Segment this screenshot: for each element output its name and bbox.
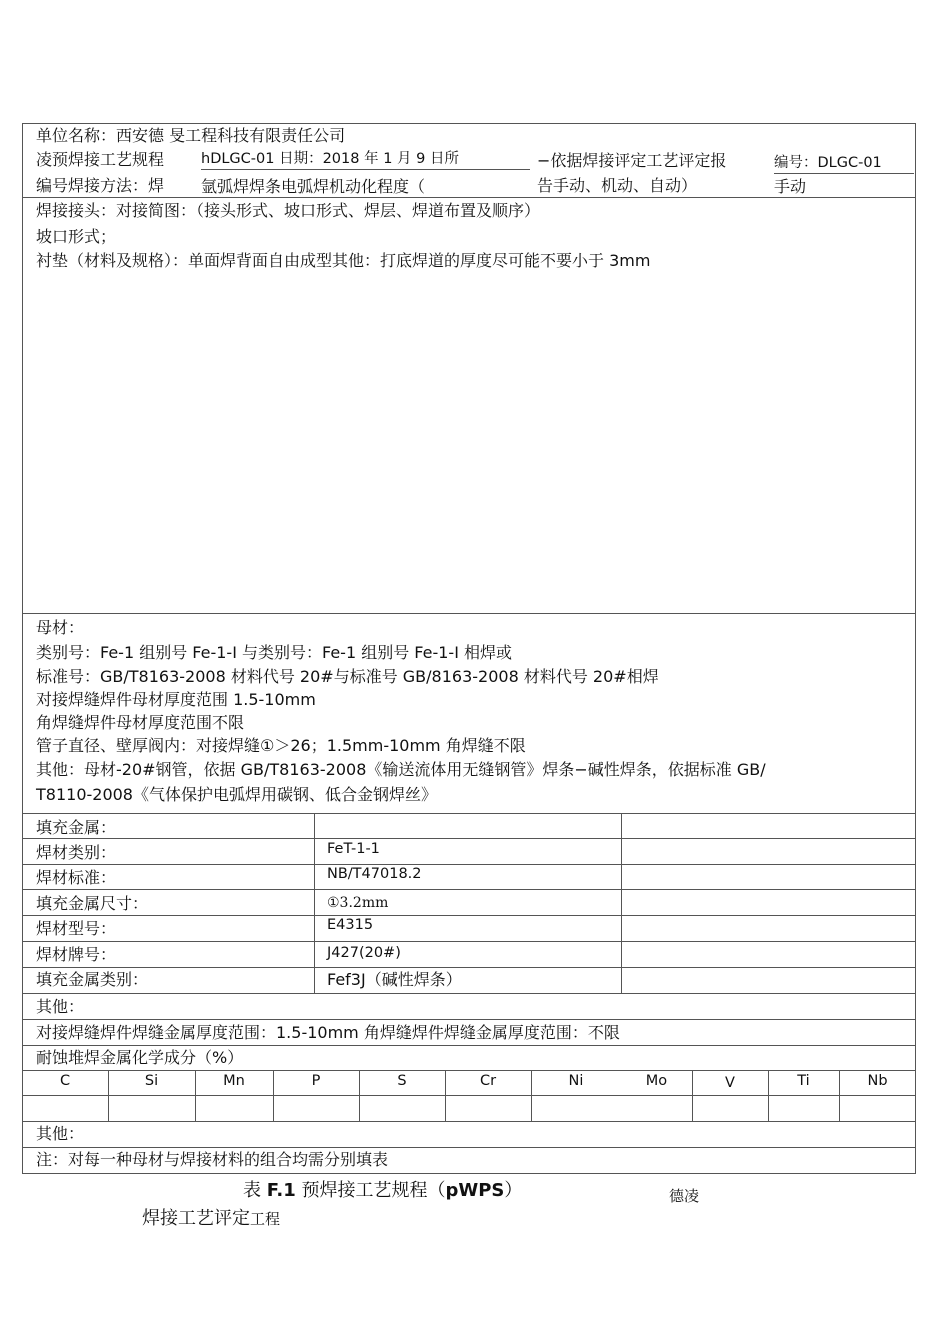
welding-method: 氩弧焊焊条电弧焊机动化程度（ [201, 177, 426, 196]
filler-label: 焊材型号： [36, 919, 117, 938]
caption-end: ） [504, 1180, 523, 1201]
joint-line-1: 焊接接头：对接简图：（接头形式、坡口形式、焊层、焊道布置及顺序） [36, 201, 541, 220]
row-divider [22, 1019, 916, 1020]
filler-label: 填充金属类别： [36, 970, 149, 989]
chem-header-nb: Nb [867, 1073, 888, 1089]
chem-header-si: Si [144, 1073, 159, 1089]
filler-value: Fef3J（碱性焊条） [327, 970, 462, 989]
row-divider [22, 967, 916, 968]
filler-label: 焊材类别： [36, 843, 117, 862]
filler-value: E4315 [327, 917, 374, 933]
footer-line-2 [142, 1206, 280, 1232]
joint-line-2: 坡口形式； [36, 227, 117, 246]
divider [22, 613, 916, 614]
chem-header-s: S [397, 1073, 407, 1089]
column-divider [273, 1070, 274, 1121]
footer-line-2b: 工程 [250, 1210, 281, 1228]
filler-value: NB/T47018.2 [327, 866, 422, 882]
column-divider [108, 1070, 109, 1121]
divider [22, 813, 916, 814]
chem-header-p: P [311, 1073, 321, 1089]
caption-number: F.1 [266, 1180, 296, 1201]
base-metal-line-1: 类别号：Fe-1 组别号 Fe-1-I 与类别号：Fe-1 组别号 Fe-1-I 相焊或 [36, 643, 513, 662]
chem-header-v: V [725, 1075, 735, 1091]
unit-name: 单位名称：西安德 旻工程科技有限责任公司 [36, 126, 346, 145]
basis-label: −依据焊接评定工艺评定报 [537, 151, 727, 170]
row-divider [22, 1095, 916, 1096]
base-metal-line-4: 角焊缝焊件母材厚度范围不限 [36, 713, 245, 732]
base-metal-line-7: T8110-2008《气体保护电弧焊用碳钢、低合金钢焊丝》 [36, 785, 437, 804]
table-caption [243, 1178, 522, 1204]
filler-value: FeT-1-1 [327, 841, 380, 857]
chem-title: 耐蚀堆焊金属化学成分（%） [36, 1048, 244, 1067]
mechanization-value: 手动 [774, 177, 807, 196]
row-divider [22, 993, 916, 994]
method-label: 编号焊接方法：焊 [36, 176, 165, 195]
chem-header-mn: Mn [223, 1073, 245, 1089]
filler-label: 焊材标准： [36, 868, 117, 887]
pwps-number-date: hDLGC-01 日期：2018 年 1 月 9 日所 [201, 149, 530, 170]
filler-label: 填充金属： [36, 818, 117, 837]
footer-line-2a: 焊接工艺评定 [142, 1208, 250, 1229]
base-metal-title: 母材： [36, 618, 85, 637]
mechanization-options: 告手动、机动、自动） [537, 176, 698, 195]
row-divider [22, 941, 916, 942]
row-divider [22, 864, 916, 865]
note: 注：对每一种母材与焊接材料的组合均需分别填表 [36, 1150, 389, 1169]
chem-header-cr: Cr [479, 1073, 497, 1089]
row-divider [22, 1147, 916, 1148]
row-divider [22, 1045, 916, 1046]
row-divider [22, 889, 916, 890]
column-divider [445, 1070, 446, 1121]
filler-value: ①3.2mm [327, 895, 389, 911]
chem-header-c: C [59, 1073, 71, 1089]
column-divider [314, 813, 315, 993]
base-metal-line-2: 标准号：GB/T8163-2008 材料代号 20#与标准号 GB/8163-2008 材料代号 20#相焊 [36, 667, 659, 686]
chem-header-ti: Ti [797, 1073, 810, 1089]
column-divider [195, 1070, 196, 1121]
joint-line-3: 衬垫（材料及规格）：单面焊背面自由成型其他：打底焊道的厚度尽可能不要小于 3mm [36, 251, 651, 270]
base-metal-line-5: 管子直径、壁厚阀内：对接焊缝①＞26；1.5mm-10mm 角焊缝不限 [36, 736, 526, 755]
column-divider [359, 1070, 360, 1121]
chem-header-mo: Mo [645, 1073, 668, 1089]
caption-prefix: 表 [243, 1180, 267, 1201]
filler-other: 其他： [36, 997, 85, 1016]
weld-metal-thickness: 对接焊缝焊件焊缝金属厚度范围：1.5-10mm 角焊缝焊件焊缝金属厚度范围：不限 [36, 1023, 620, 1042]
caption-abbrev: pWPS [445, 1180, 505, 1201]
footer-side-text: 德凌 [669, 1187, 700, 1205]
filler-label: 填充金属尺寸： [36, 894, 149, 913]
row-divider [22, 1121, 916, 1122]
code-field: 编号：DLGC-01 [774, 153, 914, 174]
row-divider [22, 915, 916, 916]
base-metal-line-6: 其他：母材-20#钢管，依据 GB/T8163-2008《输送流体用无缝钢管》焊条−碱性焊条，依据标准 GB/ [36, 760, 766, 779]
column-divider [531, 1070, 532, 1121]
column-divider [621, 813, 622, 993]
divider [22, 197, 916, 198]
column-divider [839, 1070, 840, 1121]
filler-label: 焊材牌号： [36, 945, 117, 964]
filler-value: J427(20#) [327, 945, 401, 961]
row-divider [22, 838, 916, 839]
base-metal-line-3: 对接焊缝焊件母材厚度范围 1.5-10mm [36, 690, 316, 709]
caption-title: 预焊接工艺规程（ [295, 1180, 446, 1201]
chem-header-ni: Ni [568, 1073, 584, 1089]
column-divider [768, 1070, 769, 1121]
chem-other: 其他： [36, 1124, 85, 1143]
column-divider [692, 1070, 693, 1121]
pwps-label: 凌预焊接工艺规程 [36, 150, 165, 169]
